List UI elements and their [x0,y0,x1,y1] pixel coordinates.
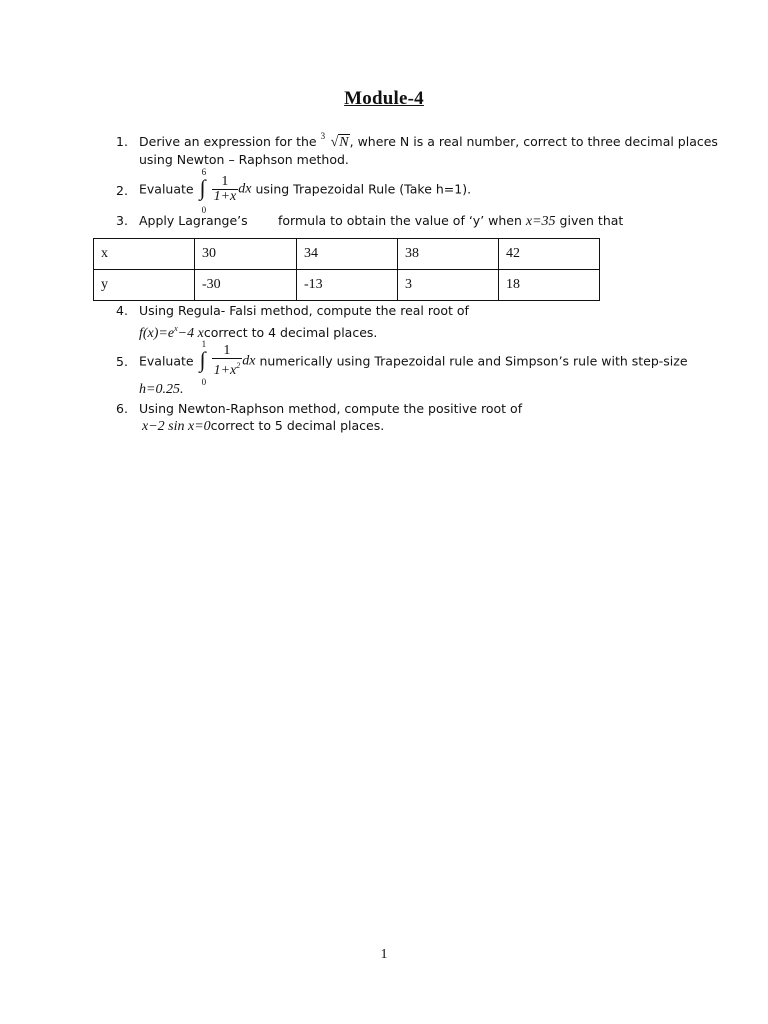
integral-lower-limit: 0 [201,377,207,387]
integral-upper-limit: 1 [201,339,207,349]
question-text: using Newton – Raphson method. [139,152,349,167]
question-text-part: given that [555,213,624,228]
question-text-part: using Trapezoidal Rule (Take h=1). [251,181,472,197]
page-title: Module-4 [344,88,424,109]
fraction-denominator: 1+x [213,188,237,204]
table-cell: 3 [398,270,499,301]
root-index: 3 [320,131,326,141]
table-cell: -13 [297,270,398,301]
question-text-part: correct to 4 decimal places. [203,325,378,340]
question-text-part: numerically using Trapezoidal rule and Simpson’s rule with step-size [255,353,688,369]
differential: dx [242,353,256,369]
table-cell: 34 [297,239,398,270]
question-number: 2. [116,183,128,198]
math-condition: x=35 [525,214,556,229]
denominator-exponent: 2 [236,361,241,370]
math-equation: x−2 sin x=0 [142,419,211,434]
math-function: f [139,326,143,341]
question-text [139,167,472,215]
question-text-part: Evaluate [139,181,198,197]
table-cell: x [94,239,195,270]
question-text [139,320,377,342]
question-text [139,339,688,387]
table-row [94,270,600,301]
math-expression: (x)=e [142,326,175,341]
question-number: 3. [116,213,128,228]
table-cell: 30 [195,239,297,270]
question-text: Using Newton-Raphson method, compute the positive root of [139,401,523,416]
table-cell: 38 [398,239,499,270]
integral-upper-limit: 6 [201,167,207,177]
table-cell: y [94,270,195,301]
question-number: 1. [116,134,128,149]
root-variable: N [339,135,349,150]
question-number: 4. [116,303,128,318]
fraction [212,175,239,204]
question-text [142,417,384,435]
question-text-part: , where N is a real number, correct to three decimal places [349,134,718,149]
integral-sign: 1 ∫ 0 [198,346,212,376]
data-table [93,238,600,301]
differential: dx [238,181,252,197]
question-text [278,212,623,230]
denominator-base: 1+x [213,363,237,378]
integral-sign: 6 ∫ 0 [198,174,212,204]
fraction-denominator [212,359,243,378]
fraction-numerator: 1 [212,344,243,359]
question-number: 5. [116,354,128,369]
cube-root-expression: 3 √N [321,134,350,151]
question-text: Using Regula- Falsi method, compute the real root of [139,303,469,318]
integral-lower-limit: 0 [201,205,207,215]
table-cell: 18 [499,270,600,301]
question-number: 6. [116,401,128,416]
table-cell: -30 [195,270,297,301]
question-text [139,133,718,151]
step-size: h=0.25. [139,382,184,397]
fraction [212,344,243,378]
question-text-part: formula to obtain the value of ‘y’ when [278,213,526,228]
question-text-part: Evaluate [139,353,198,369]
question-text-part: correct to 5 decimal places. [210,418,385,433]
question-text-part: Derive an expression for the [139,134,321,149]
table-cell: 42 [499,239,600,270]
question-text-part: Apply Lagrange’s [139,213,248,228]
math-exponent: x [174,324,178,333]
table-row [94,239,600,270]
page-number: 1 [380,947,388,962]
math-expression: −4 x [177,326,204,341]
fraction-numerator: 1 [212,175,239,190]
